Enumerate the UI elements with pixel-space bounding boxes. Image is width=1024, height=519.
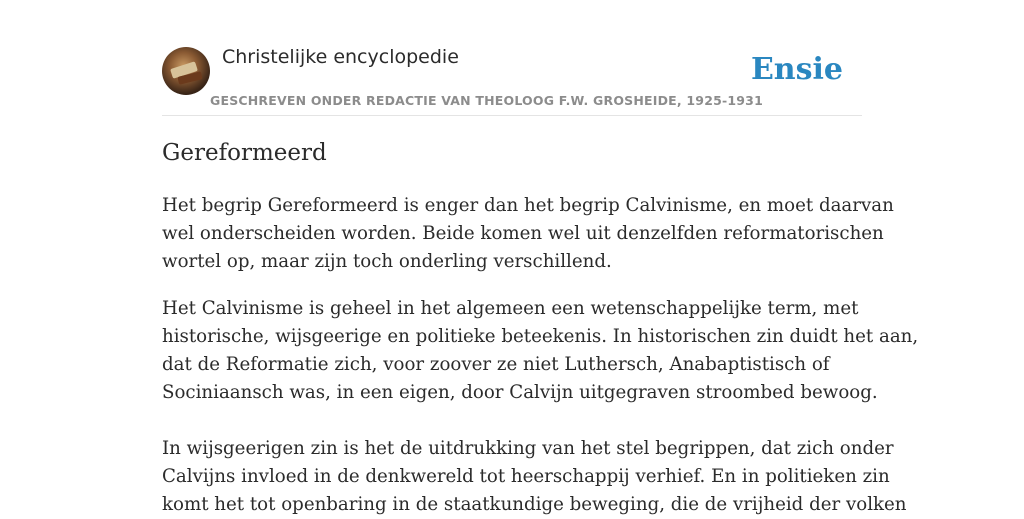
paragraph-line: komt het tot openbaring in de staatkundige beweging, die de vrijheid der volken (162, 494, 907, 515)
paragraph-line: Het Calvinisme is geheel in het algemeen een wetenschappelijke term, met (162, 298, 859, 319)
paragraph-line: Sociniaansch was, in een eigen, door Calvijn uitgegraven stroombed bewoog. (162, 382, 878, 403)
brand-logo[interactable]: Ensie (750, 52, 843, 87)
paragraph-line: Het begrip Gereformeerd is enger dan het begrip Calvinisme, en moet daarvan (162, 195, 894, 216)
article-paragraph (162, 295, 919, 407)
site-avatar[interactable] (162, 47, 210, 95)
site-title[interactable]: Christelijke encyclopedie (222, 46, 459, 68)
article-paragraph (162, 435, 907, 519)
site-header (162, 46, 862, 116)
paragraph-line: wel onderscheiden worden. Beide komen wel uit denzelfden reformatorischen (162, 223, 884, 244)
paragraph-line: Calvijns invloed in de denkwereld tot heerschappij verhief. En in politieken zin (162, 466, 890, 487)
paragraph-line: historische, wijsgeerige en politieke beteekenis. In historischen zin duidt het aan, (162, 326, 919, 347)
article-title: Gereformeerd (162, 140, 327, 166)
paragraph-line: dat de Reformatie zich, voor zoover ze niet Luthersch, Anabaptistisch of (162, 354, 830, 375)
paragraph-line: In wijsgeerigen zin is het de uitdrukking van het stel begrippen, dat zich onder (162, 438, 894, 459)
site-subtitle: GESCHREVEN ONDER REDACTIE VAN THEOLOOG F.W. GROSHEIDE, 1925-1931 (210, 93, 763, 108)
header-divider (162, 115, 862, 116)
article-paragraph (162, 192, 894, 276)
paragraph-line: wortel op, maar zijn toch onderling verschillend. (162, 251, 612, 272)
